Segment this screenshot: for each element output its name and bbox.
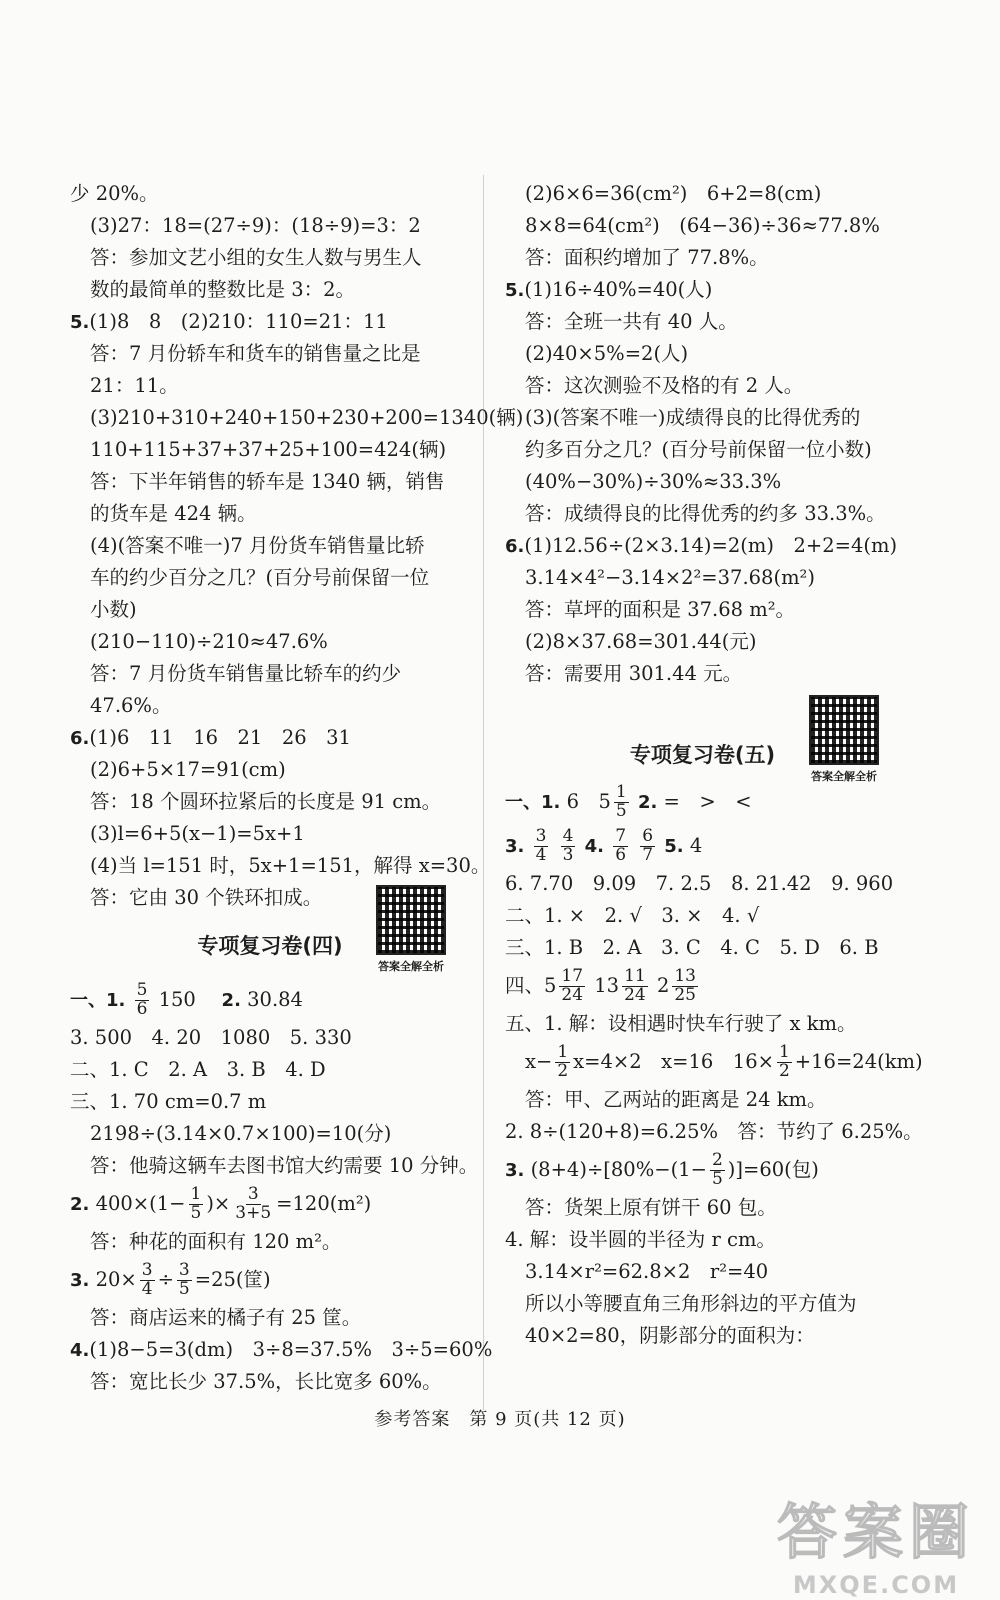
fraction xyxy=(135,982,150,1019)
fraction xyxy=(613,828,628,865)
text: 13 xyxy=(594,974,620,997)
denominator: 5 xyxy=(190,1203,202,1223)
question-number: 5. xyxy=(664,836,684,857)
question-number: 2. xyxy=(70,1194,90,1215)
text: 150 xyxy=(158,988,216,1011)
text-line: (1)12.56÷(2×3.14)=2(m) 2+2=4(m) xyxy=(524,534,898,557)
s5-line xyxy=(505,824,900,868)
text-line: 答：成绩得良的比得优秀的约多 33.3%。 xyxy=(525,502,886,525)
text-line: 答：这次测验不及格的有 2 人。 xyxy=(525,374,804,397)
text: 20× xyxy=(95,1268,137,1291)
question-number: 4. xyxy=(584,836,605,857)
s4-line xyxy=(70,1258,470,1302)
question-number: 3. xyxy=(505,1160,525,1181)
text-line: 答：他骑这辆车去图书馆大约需要 10 分钟。 xyxy=(90,1154,479,1177)
text-line: (1)8 8 (2)210：110=21：11 xyxy=(89,310,388,333)
denominator: 2 xyxy=(557,1061,569,1081)
text-line: 数的最简单的整数比是 3：2。 xyxy=(90,278,356,301)
s5-line xyxy=(505,964,900,1008)
text-line: 三、1. 70 cm=0.7 m xyxy=(70,1090,267,1113)
text-line: 二、1. C 2. A 3. B 4. D xyxy=(70,1058,326,1081)
denominator: 3+5 xyxy=(235,1203,272,1223)
text-line: (2)40×5%=2(人) xyxy=(525,342,689,365)
qr-code-icon xyxy=(376,885,446,955)
numerator: 1 xyxy=(557,1042,569,1063)
text-line: 答：面积约增加了 77.8%。 xyxy=(525,246,769,269)
fraction xyxy=(614,784,629,821)
numerator: 3 xyxy=(141,1260,153,1281)
denominator: 2 xyxy=(778,1061,790,1081)
text-line: (4)当 l=151 时，5x+1=151，解得 x=30。 xyxy=(90,854,491,877)
denominator: 5 xyxy=(615,801,627,821)
text-line: 答：宽比长少 37.5%，长比宽多 60%。 xyxy=(90,1370,442,1393)
column-divider xyxy=(483,175,484,1410)
denominator: 6 xyxy=(136,999,148,1019)
qr-code-left[interactable] xyxy=(375,885,447,974)
numerator: 6 xyxy=(642,826,654,847)
numerator: 3 xyxy=(178,1260,190,1281)
numerator: 1 xyxy=(778,1042,790,1063)
text-line: 2. 8÷(120+8)=6.25% 答：节约了 6.25%。 xyxy=(505,1120,923,1143)
text-line: 少 20%。 xyxy=(70,182,159,205)
fraction xyxy=(177,1262,192,1299)
qr-code-icon xyxy=(809,695,879,765)
text-line: 的货车是 424 辆。 xyxy=(90,502,257,525)
text-line: 约多百分之几？(百分号前保留一位小数) xyxy=(525,438,872,461)
numerator: 4 xyxy=(562,826,574,847)
text: 6 5 xyxy=(566,790,611,813)
text-line: 答：货架上原有饼干 60 包。 xyxy=(525,1196,777,1219)
text: (1)8−5=3(dm) 3÷8=37.5% 3÷5=60% xyxy=(89,1338,493,1361)
fraction xyxy=(233,1186,273,1223)
qr-caption: 答案全解全析 xyxy=(811,770,877,783)
watermark-url: MXQE.COM xyxy=(792,1571,960,1599)
watermark-text: 答案圈 xyxy=(777,1498,975,1568)
page-footer: 参考答案 第 9 页(共 12 页) xyxy=(374,1409,626,1430)
text-line: 答：草坪的面积是 37.68 m²。 xyxy=(525,598,796,621)
text: +16=24(km) xyxy=(794,1050,923,1073)
text-line: 二、1. × 2. √ 3. × 4. √ xyxy=(505,904,760,927)
question-number: 一、1. xyxy=(70,990,126,1011)
numerator: 11 xyxy=(624,966,646,987)
denominator: 5 xyxy=(711,1169,723,1189)
numerator: 2 xyxy=(711,1150,723,1171)
fraction xyxy=(140,1262,155,1299)
text-line: (3)27：18=(27÷9)：(18÷9)=3：2 xyxy=(90,214,421,237)
fraction xyxy=(622,968,648,1005)
question-number: 5. xyxy=(70,312,90,333)
left-column xyxy=(70,178,524,1398)
denominator: 24 xyxy=(561,985,584,1005)
text: 2 xyxy=(656,974,670,997)
text-line: 五、1. 解：设相遇时快车行驶了 x km。 xyxy=(505,1012,857,1035)
question-5 xyxy=(505,274,900,306)
question-6 xyxy=(505,530,900,562)
s4-line xyxy=(70,1334,493,1366)
denominator: 7 xyxy=(642,845,654,865)
s5-line xyxy=(505,1148,900,1192)
text-line: 3.14×r²=62.8×2 r²=40 xyxy=(525,1260,769,1283)
text: 四、5 xyxy=(505,974,557,997)
text: 30.84 xyxy=(247,988,303,1011)
text-line: (1)16÷40%=40(人) xyxy=(524,278,713,301)
numerator: 13 xyxy=(674,966,696,987)
fraction xyxy=(189,1186,204,1223)
question-number: 5. xyxy=(505,280,525,301)
numerator: 1 xyxy=(615,782,627,803)
text: )× xyxy=(206,1192,231,1215)
text-line: 6. 7.70 9.09 7. 2.5 8. 21.42 9. 960 xyxy=(505,872,894,895)
text-line: 答：甲、乙两站的距离是 24 km。 xyxy=(525,1088,827,1111)
text-line: 答：7 月份轿车和货车的销售量之比是 xyxy=(90,342,421,365)
text-line: (4)(答案不唯一)7 月份货车销售量比轿 xyxy=(90,534,425,557)
question-5 xyxy=(70,306,470,338)
text-line: (210−110)÷210≈47.6% xyxy=(90,630,328,653)
text-line: (2)6+5×17=91(cm) xyxy=(90,758,286,781)
text-line: 答：全班一共有 40 人。 xyxy=(525,310,738,333)
text-line: 3. 500 4. 20 1080 5. 330 xyxy=(70,1026,352,1049)
section-title: 专项复习卷(四) xyxy=(197,934,343,958)
denominator: 6 xyxy=(615,845,627,865)
question-number: 4. xyxy=(70,1340,90,1361)
text-line: 8×8=64(cm²) (64−36)÷36≈77.8% xyxy=(525,214,880,237)
fraction xyxy=(640,828,655,865)
numerator: 1 xyxy=(190,1184,202,1205)
denominator: 4 xyxy=(141,1279,153,1299)
text-line: 40×2=80，阴影部分的面积为： xyxy=(525,1324,815,1347)
fraction xyxy=(672,968,698,1005)
text: )]=60(包) xyxy=(727,1158,819,1181)
text-line: (40%−30%)÷30%≈33.3% xyxy=(525,470,782,493)
denominator: 5 xyxy=(178,1279,190,1299)
fraction xyxy=(559,968,585,1005)
s4-line xyxy=(70,978,470,1022)
text-line: 答：种花的面积有 120 m²。 xyxy=(90,1230,342,1253)
text-line: (1)6 11 16 21 26 31 xyxy=(89,726,351,749)
question-6 xyxy=(70,722,470,754)
question-number: 2. xyxy=(637,792,658,813)
text-line: 小数) xyxy=(90,598,137,621)
text-line: (3)l=6+5(x−1)=5x+1 xyxy=(90,822,305,845)
question-number: 3. xyxy=(505,836,525,857)
denominator: 3 xyxy=(562,845,574,865)
qr-caption: 答案全解全析 xyxy=(378,960,444,973)
text-line: 3.14×4²−3.14×2²=37.68(m²) xyxy=(525,566,815,589)
denominator: 25 xyxy=(674,985,696,1005)
text-line: 21：11。 xyxy=(90,374,179,397)
fraction xyxy=(555,1044,570,1081)
numerator: 3 xyxy=(247,1184,259,1205)
text: =120(m²) xyxy=(276,1192,372,1215)
denominator: 4 xyxy=(535,845,547,865)
text-line: 答：它由 30 个铁环扣成。 xyxy=(90,886,323,909)
question-number: 3. xyxy=(70,1270,90,1291)
text-line: 110+115+37+37+25+100=424(辆) xyxy=(90,438,447,461)
text-line: 答：商店运来的橘子有 25 筐。 xyxy=(90,1306,362,1329)
text: x=4×2 x=16 16× xyxy=(573,1050,774,1073)
qr-code-right[interactable] xyxy=(808,695,880,784)
numerator: 17 xyxy=(561,966,584,987)
text-line: 车的约少百分之几？(百分号前保留一位 xyxy=(90,566,430,589)
text-line: 所以小等腰直角三角形斜边的平方值为 xyxy=(525,1292,857,1315)
fraction xyxy=(534,828,549,865)
text-line: 答：7 月份货车销售量比轿车的约少 xyxy=(90,662,402,685)
question-number: 6. xyxy=(70,728,90,749)
fraction xyxy=(561,828,576,865)
text-line: 答：下半年销售的轿车是 1340 辆，销售 xyxy=(90,470,445,493)
numerator: 5 xyxy=(136,980,148,1001)
text-line: (3)(答案不唯一)成绩得良的比得优秀的 xyxy=(525,406,861,429)
s4-line xyxy=(70,1182,470,1226)
text: 4 xyxy=(689,834,703,857)
question-number: 2. xyxy=(221,990,241,1011)
text-line: 答：参加文艺小组的女生人数与男生人 xyxy=(90,246,422,269)
fraction xyxy=(710,1152,725,1189)
numerator: 7 xyxy=(615,826,627,847)
s5-line xyxy=(505,1040,923,1084)
text: 400×(1− xyxy=(95,1192,186,1215)
text-line: 三、1. B 2. A 3. C 4. C 5. D 6. B xyxy=(505,936,879,959)
question-number: 6. xyxy=(505,536,525,557)
denominator: 24 xyxy=(624,985,646,1005)
text: = > < xyxy=(663,790,752,813)
text: (8+4)÷[80%−(1− xyxy=(530,1158,707,1181)
text-line: 4. 解：设半圆的半径为 r cm。 xyxy=(505,1228,776,1251)
text: x− xyxy=(525,1050,553,1073)
text-line: (3)210+310+240+150+230+200=1340(辆) xyxy=(90,406,524,429)
numerator: 3 xyxy=(535,826,547,847)
s5-line xyxy=(505,780,900,824)
text-line: 47.6%。 xyxy=(90,694,172,717)
text-line: 2198÷(3.14×0.7×100)=10(分) xyxy=(90,1122,392,1145)
text: =25(筐) xyxy=(194,1268,271,1291)
fraction xyxy=(777,1044,792,1081)
text-line: 答：18 个圆环拉紧后的长度是 91 cm。 xyxy=(90,790,442,813)
question-number: 一、1. xyxy=(505,792,561,813)
watermark-logo xyxy=(777,1485,975,1599)
text-line: 答：需要用 301.44 元。 xyxy=(525,662,743,685)
text-line: (2)8×37.68=301.44(元) xyxy=(525,630,757,653)
section-title: 专项复习卷(五) xyxy=(629,743,776,767)
text: ÷ xyxy=(157,1268,174,1291)
text-line: (2)6×6=36(cm²) 6+2=8(cm) xyxy=(525,182,822,205)
